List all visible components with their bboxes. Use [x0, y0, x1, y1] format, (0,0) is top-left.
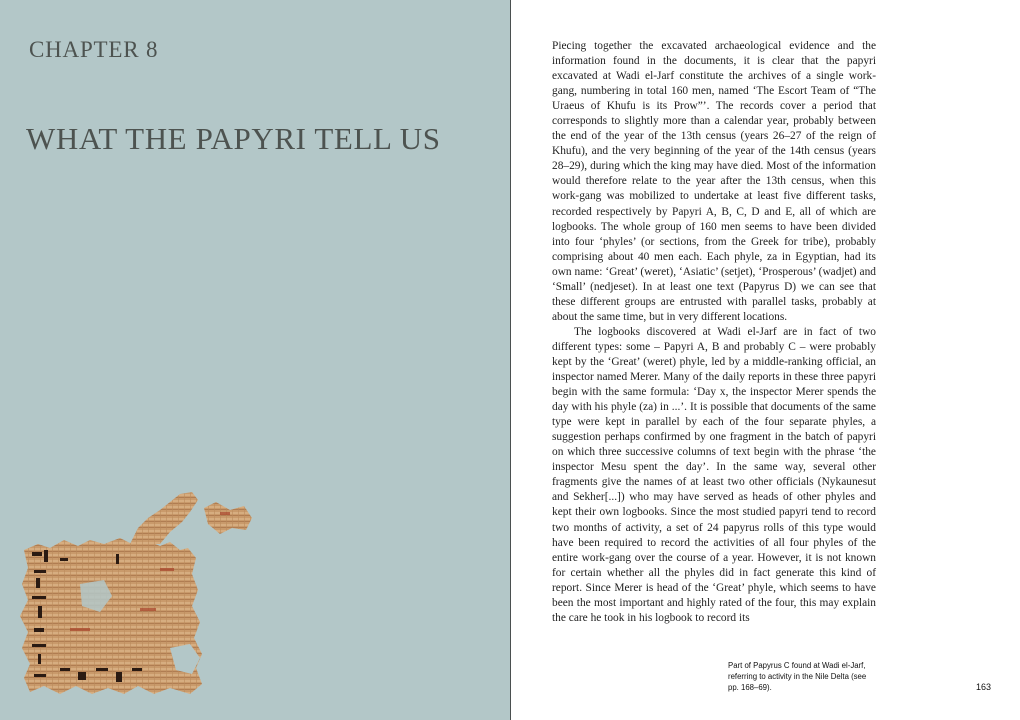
chapter-label: CHAPTER 8	[29, 37, 159, 62]
papyrus-fragment-image	[20, 488, 252, 696]
chapter-title: WHAT THE PAPYRI TELL US	[26, 121, 441, 156]
page-number: 163	[976, 682, 992, 692]
papyrus-body	[20, 492, 252, 694]
body-text	[552, 39, 876, 626]
image-caption: Part of Papyrus C found at Wadi el-Jarf, referring to activity in the Nile Delta (see pp. 168–69).	[728, 661, 867, 692]
paragraph: The logbooks discovered at Wadi el-Jarf are in fact of two different types: some – Papyri A, B and probably C – were probably kept by the ‘Great’ (weret) phyle, led by a middle-ranking official, an inspector named Merer. Many of the daily reports in these three papyri begin with the same formula: ‘Day x, the inspector Merer spends the day with his phyle (za) in ...’. It is possible that documents of the same type were kept in parallel by each of the four separate phyles, a suggestion perhaps confirmed by one fragment in the batch of papyri on which three successive columns of text begin with the phrase ‘the inspector Mesu spent the day’. In the same way, several other fragments give the names of at least two other officials (Nykaunesut and Sekher[...]) who may have served as heads of other phyles and kept their own logbooks. Since the most studied papyri tend to record two months of activity, a set of 24 papyrus rolls of this type would have been required to record the activities of all four phyles of the entire work-gang over the course of a year. However, it is not known for certain whether all the phyles did in fact generate this kind of report. Since Merer is head of the ‘Great’ phyle, which seems to have been the most important and highly rated of the four, this may explain the care he took in his logbook to record its	[552, 325, 876, 624]
paragraph: Piecing together the excavated archaeological evidence and the information found in the documents, it is clear that the papyri excavated at Wadi el-Jarf constitute the archives of a single work-gang, numbering in total 160 men, named ‘The Escort Team of “The Uraeus of Khufu is its Prow”’. The records cover a period that corresponds to slightly more than a calendar year, probably between the end of the year of the 13th census (years 26–27 of the reign of Khufu), and the very beginning of the year of the 14th census (years 28–29), during which the king may have died. Most of the information would therefore relate to the year after the 13th census, when this work-gang was mobilized to undertake at least five different tasks, recorded respectively by Papyri A, B, C, D and E, all of which are logbooks. The whole group of 160 men seems to have been divided into four ‘phyles’ (or sections, from the Greek for tribe), probably comprising about 40 men each. Each phyle, za in Egyptian, had its own name: ‘Great’ (weret), ‘Asiatic’ (setjet), ‘Prosperous’ (wadjet) and ‘Small’ (nedjeset). In at least one text (Papyrus D) we can see that these different groups are entrusted with parallel tasks, probably at about the same time, but in very different locations.	[552, 40, 876, 323]
